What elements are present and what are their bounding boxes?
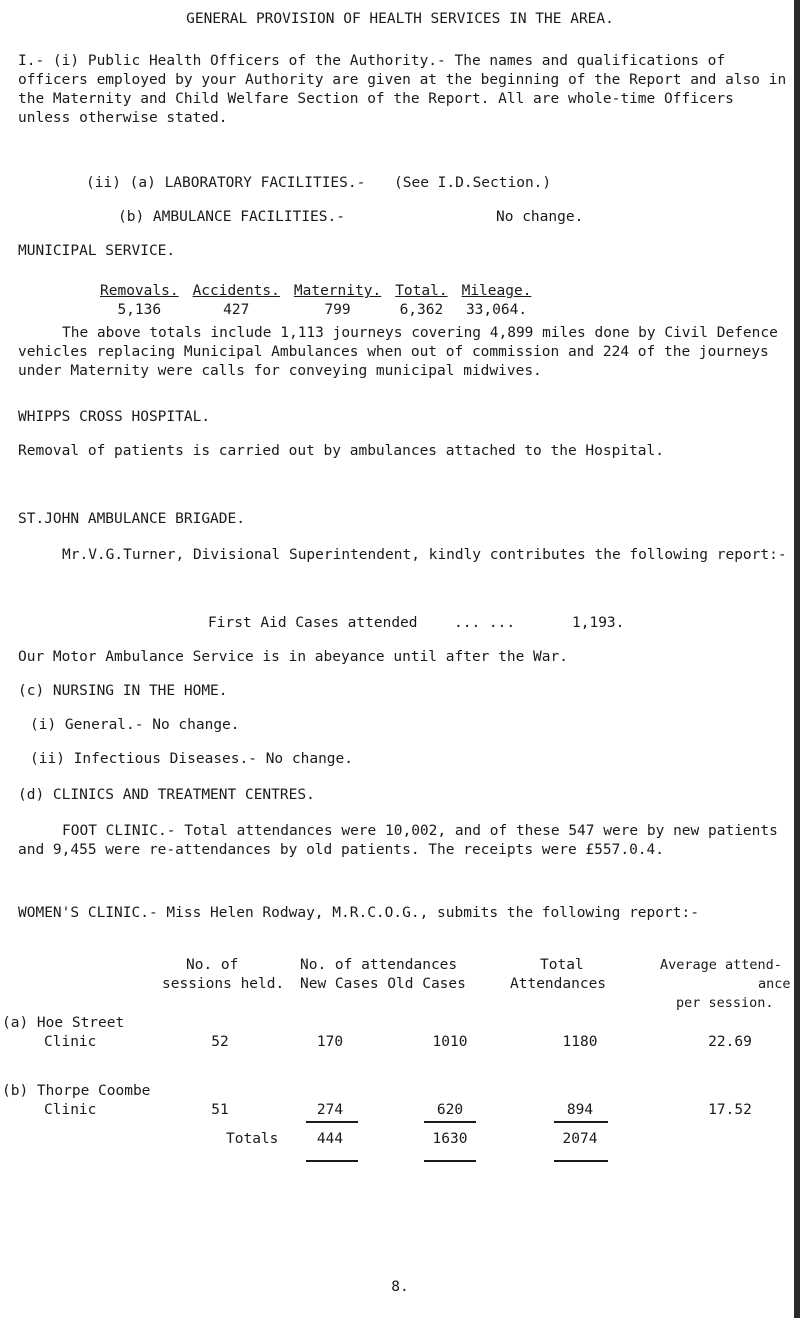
col-header-average: ance — [758, 976, 791, 992]
womens-clinic-text: WOMEN'S CLINIC.- Miss Helen Rodway, M.R.C.O.G., submits the following report:- — [18, 905, 699, 921]
foot-clinic-text: FOOT CLINIC.- Total attendances were 10,002, and of these 547 were by new patients and 9,455 were re-attendances by old patients. The receipts were £557.0.4. — [18, 823, 778, 858]
first-aid-value: 1,193. — [572, 615, 625, 631]
totals-label: Totals — [226, 1131, 279, 1147]
whipps-text: Removal of patients is carried out by ambulances attached to the Hospital. — [18, 443, 665, 459]
col-header-new-old: New Cases Old Cases — [300, 976, 466, 992]
cell-old: 620 — [436, 1102, 464, 1118]
cell-total: 1180 — [562, 1034, 598, 1050]
stjohn-heading: ST.JOHN AMBULANCE BRIGADE. — [18, 511, 245, 527]
stjohn-text: Mr.V.G.Turner, Divisional Superintendent, kindly contributes the following report:- — [62, 547, 787, 563]
cell-average: 22.69 — [708, 1034, 752, 1050]
total-old: 1630 — [432, 1131, 468, 1147]
cell-sessions: 51 — [211, 1102, 229, 1118]
cell-old: 1010 — [432, 1034, 468, 1050]
lab-value: (See I.D.Section.) — [394, 175, 552, 191]
intro-label: I.- (i) Public Health Officers of the Authority.- — [18, 53, 446, 69]
col-header-total: Attendances — [510, 976, 607, 992]
municipal-header: Maternity. — [293, 283, 382, 299]
intro-text: The names and qualifications of officers employed by your Authority are given at the beginning of the Report and also in the Maternity and Child Welfare Section of the Report. All are whole-time Officers unless otherwise stated. — [18, 53, 787, 126]
total-new: 444 — [316, 1131, 344, 1147]
municipal-value: 799 — [324, 302, 351, 318]
page-title: GENERAL PROVISION OF HEALTH SERVICES IN THE AREA. — [186, 11, 614, 27]
cell-new: 170 — [316, 1034, 344, 1050]
municipal-header: Removals. — [100, 283, 179, 299]
row-label: Clinic — [44, 1102, 97, 1118]
municipal-note: The above totals include 1,113 journeys covering 4,899 miles done by Civil Defence vehicles replacing Municipal Ambulances when out of commission and 224 of the journeys under Maternity were calls for conveying municipal midwives. — [18, 325, 778, 379]
rule — [306, 1160, 358, 1162]
col-header-average: Average attend- — [660, 957, 782, 973]
municipal-value: 5,136 — [117, 302, 162, 318]
municipal-header: Total. — [395, 283, 448, 299]
municipal-value: 33,064. — [465, 302, 528, 318]
municipal-table — [100, 282, 545, 320]
ambulance-value: No change. — [496, 209, 584, 225]
nursing-infectious: (ii) Infectious Diseases.- No change. — [30, 751, 354, 767]
rule — [424, 1160, 476, 1162]
rule — [306, 1121, 358, 1123]
municipal-value: 6,362 — [399, 302, 444, 318]
scan-edge — [794, 0, 800, 1318]
first-aid-label: First Aid Cases attended — [208, 615, 418, 631]
cell-new: 274 — [316, 1102, 344, 1118]
municipal-header: Mileage. — [461, 283, 532, 299]
nursing-heading: (c) NURSING IN THE HOME. — [18, 683, 228, 699]
rule — [554, 1160, 608, 1162]
lab-label: (ii) (a) LABORATORY FACILITIES.- — [86, 175, 366, 191]
total-total: 2074 — [562, 1131, 598, 1147]
row-label: (b) Thorpe Coombe — [2, 1083, 151, 1099]
cell-total: 894 — [566, 1102, 594, 1118]
row-label: Clinic — [44, 1034, 97, 1050]
municipal-heading: MUNICIPAL SERVICE. — [18, 243, 176, 259]
col-header-average: per session. — [676, 995, 774, 1011]
motor-text: Our Motor Ambulance Service is in abeyance until after the War. — [18, 649, 568, 665]
col-header-attendances: No. of attendances — [300, 957, 458, 973]
first-aid-dots: ... ... — [454, 615, 516, 631]
cell-average: 17.52 — [708, 1102, 752, 1118]
cell-sessions: 52 — [211, 1034, 229, 1050]
clinics-heading: (d) CLINICS AND TREATMENT CENTRES. — [18, 787, 315, 803]
rule — [554, 1121, 608, 1123]
row-label: (a) Hoe Street — [2, 1015, 125, 1031]
nursing-general: (i) General.- No change. — [30, 717, 240, 733]
col-header-total: Total — [540, 957, 584, 973]
municipal-value: 427 — [223, 302, 250, 318]
col-header-sessions: sessions held. — [162, 976, 285, 992]
ambulance-label: (b) AMBULANCE FACILITIES.- — [118, 209, 345, 225]
whipps-heading: WHIPPS CROSS HOSPITAL. — [18, 409, 211, 425]
page-number: 8. — [391, 1279, 409, 1295]
col-header-sessions: No. of — [186, 957, 239, 973]
intro-paragraph — [18, 52, 788, 128]
municipal-header: Accidents. — [192, 283, 280, 299]
rule — [424, 1121, 476, 1123]
